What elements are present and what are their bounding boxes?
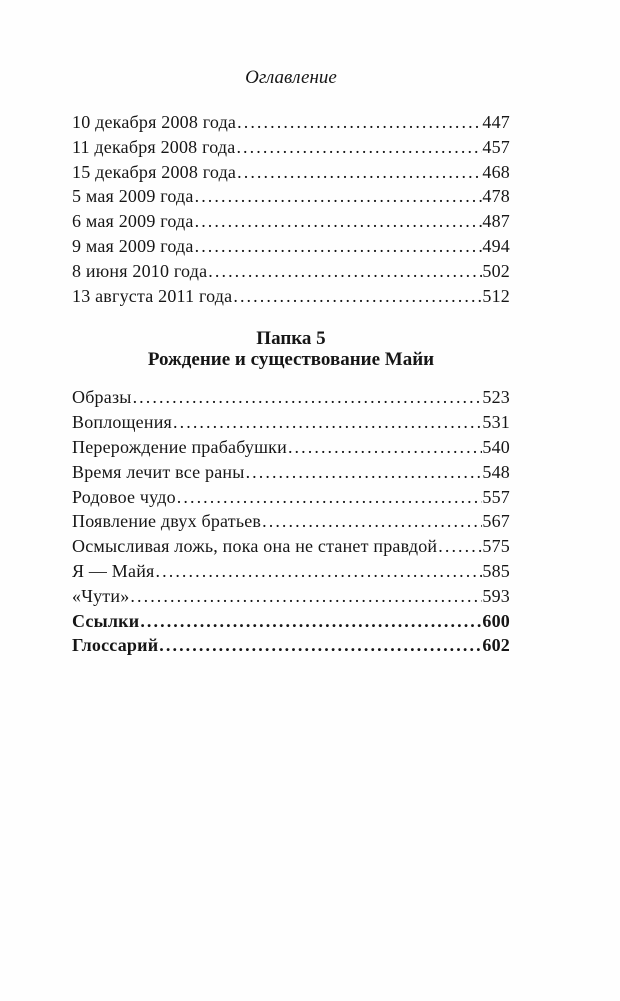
toc-entry-label: 11 декабря 2008 года — [72, 136, 236, 157]
toc-page-number: 557 — [482, 486, 510, 507]
toc-row — [72, 160, 510, 185]
toc-page-number: 478 — [482, 186, 510, 207]
toc-page-number: 585 — [482, 560, 510, 581]
toc-page-number: 494 — [482, 235, 510, 256]
toc-section — [72, 328, 510, 658]
leader-dots — [139, 609, 482, 634]
leader-dots — [207, 259, 482, 284]
toc-page-number: 512 — [482, 285, 510, 306]
toc-page-number: 575 — [482, 536, 510, 557]
toc-row — [72, 485, 510, 510]
toc-page-number: 531 — [482, 412, 510, 433]
toc-entry-label: 8 июня 2010 года — [72, 260, 208, 281]
leader-dots — [236, 110, 482, 135]
toc-entry-label: 9 мая 2009 года — [72, 235, 194, 256]
toc-row — [72, 110, 510, 135]
section-heading-line: Папка 5 — [256, 328, 326, 350]
toc-entry-label: 5 мая 2009 года — [72, 186, 194, 207]
leader-dots — [129, 584, 482, 609]
toc-page-number: 502 — [482, 260, 510, 281]
toc-page-number: 457 — [482, 136, 510, 157]
leader-dots — [437, 534, 482, 559]
toc-entry-label: Осмысливая ложь, пока она не станет правдой — [72, 536, 438, 557]
toc-page-number: 468 — [482, 161, 510, 182]
toc-page-number: 548 — [482, 461, 510, 482]
toc-entry-label: Появление двух братьев — [72, 511, 262, 532]
toc-entry-label: Перерождение прабабушки — [72, 436, 287, 457]
section-heading-line: Рождение и существование Майи — [147, 349, 435, 371]
section-rows — [72, 385, 510, 658]
toc-page-number: 600 — [482, 610, 510, 631]
leader-dots — [155, 559, 483, 584]
toc-row — [72, 509, 510, 534]
toc-row — [72, 385, 510, 410]
toc-page-number: 567 — [482, 511, 510, 532]
toc-row — [72, 259, 510, 284]
toc-entry-label: 15 декабря 2008 года — [72, 161, 237, 182]
toc-entry-label: Ссылки — [72, 610, 140, 631]
toc-row — [72, 135, 510, 160]
toc-entry-label: 10 декабря 2008 года — [72, 112, 237, 132]
toc-row — [72, 410, 510, 435]
toc-row — [72, 234, 510, 259]
toc-page-number: 593 — [482, 585, 510, 606]
leader-dots — [172, 410, 482, 435]
leader-dots — [194, 209, 483, 234]
leader-dots — [158, 633, 482, 658]
page-title: Оглавление — [245, 67, 337, 88]
toc-entry-label: 13 августа 2011 года — [72, 285, 233, 306]
toc-entry-label: Время лечит все раны — [72, 461, 245, 482]
toc-entry-label: Я — Майя — [72, 560, 155, 581]
leader-dots — [235, 135, 482, 160]
toc-page-number: 447 — [482, 112, 510, 132]
toc-entry-label: 6 мая 2009 года — [72, 211, 194, 232]
leader-dots — [194, 234, 483, 259]
toc-entry-label: Глоссарий — [72, 635, 159, 656]
toc-row — [72, 184, 510, 209]
toc-entry-label: Родовое чудо — [72, 486, 176, 507]
toc-entry-label: Воплощения — [72, 412, 173, 433]
toc-page-number: 602 — [482, 635, 510, 656]
leader-dots — [236, 160, 482, 185]
leader-dots — [287, 435, 482, 460]
toc-entry-label: Образы — [72, 387, 132, 408]
leader-dots — [245, 460, 483, 485]
toc-page-number: 523 — [482, 387, 510, 408]
section-rows — [72, 110, 510, 308]
toc-row — [72, 559, 510, 584]
toc-row — [72, 460, 510, 485]
toc-page-number: 540 — [482, 436, 510, 457]
toc-content — [72, 0, 510, 658]
section-heading — [72, 328, 510, 370]
leader-dots — [194, 184, 483, 209]
leader-dots — [176, 485, 483, 510]
toc-row — [72, 435, 510, 460]
toc-row — [72, 609, 510, 634]
leader-dots — [232, 284, 482, 309]
toc-sections — [72, 110, 510, 658]
toc-row — [72, 584, 510, 609]
leader-dots — [132, 385, 483, 410]
toc-row — [72, 534, 510, 559]
toc-row — [72, 284, 510, 309]
toc-row — [72, 209, 510, 234]
toc-page-number: 487 — [482, 211, 510, 232]
toc-section — [72, 110, 510, 308]
leader-dots — [261, 509, 482, 534]
toc-row — [72, 633, 510, 658]
toc-entry-label: «Чути» — [72, 585, 130, 606]
